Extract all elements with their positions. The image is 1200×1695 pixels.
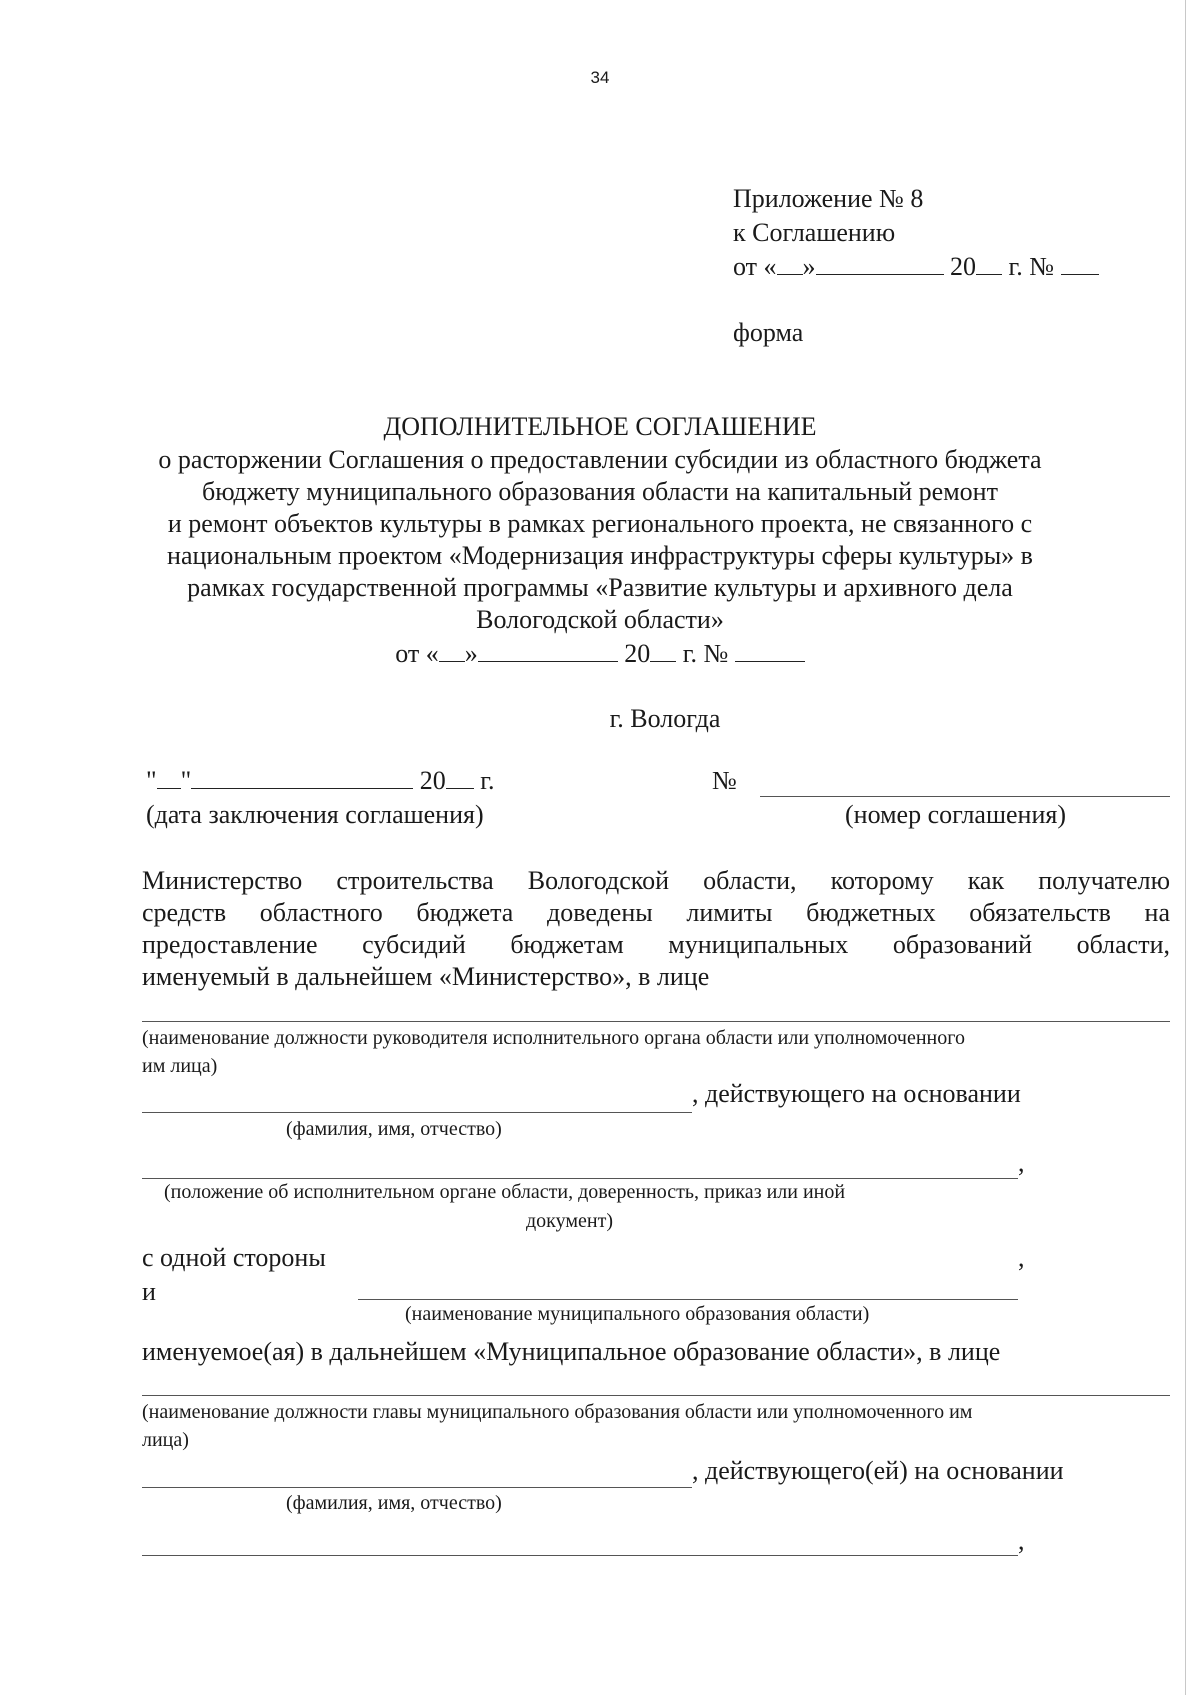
basis-comma: , <box>1018 1148 1025 1177</box>
municipality-blank-line <box>358 1299 1018 1300</box>
day-blank <box>777 256 803 275</box>
title-line-4: национальным проектом «Модернизация инфраструктуры сферы культуры» в <box>167 541 1033 570</box>
date-caption: (дата заключения соглашения) <box>146 800 484 829</box>
fio2-blank-line <box>142 1487 692 1488</box>
fio-blank-line <box>142 1112 692 1113</box>
number-caption: (номер соглашения) <box>845 800 1066 829</box>
one-side-comma: , <box>1018 1243 1025 1272</box>
basis-caption-2: документ) <box>526 1210 613 1232</box>
acting-basis-1: , действующего на основании <box>692 1079 1021 1108</box>
page-number: 34 <box>590 68 610 87</box>
fio-caption-1: (фамилия, имя, отчество) <box>286 1118 502 1140</box>
appendix-date-line: от « » 20 г. № <box>733 252 1099 282</box>
basis2-comma: , <box>1018 1526 1025 1555</box>
para1-line-4: именуемый в дальнейшем «Министерство», в лице <box>142 962 710 991</box>
number-blank-line <box>760 796 1170 797</box>
para1-line-3: предоставление субсидий бюджетам муниципальных образований области, <box>142 930 1170 959</box>
title-line-5: рамках государственной программы «Развитие культуры и архивного дела <box>187 573 1013 602</box>
title-line-2: бюджету муниципального образования области на капитальный ремонт <box>202 477 998 506</box>
position-blank-line <box>142 1021 1170 1022</box>
position2-caption-2: лица) <box>142 1429 189 1451</box>
position2-caption-1: (наименование должности главы муниципального образования области или уполномоченного им <box>142 1401 973 1423</box>
para1-line-2: средств областного бюджета доведены лимиты бюджетных обязательств на <box>142 898 1170 927</box>
acting-basis-2: , действующего(ей) на основании <box>692 1456 1064 1485</box>
city: г. Вологда <box>609 704 721 733</box>
year-blank <box>976 256 1002 275</box>
basis-blank-line <box>142 1178 1018 1179</box>
basis-caption-1: (положение об исполнительном органе области, доверенность, приказ или иной <box>164 1181 846 1203</box>
basis2-blank-line <box>142 1555 1018 1556</box>
position-caption-2: им лица) <box>142 1055 218 1077</box>
one-side: с одной стороны <box>142 1243 326 1272</box>
appendix-agreement-ref: к Соглашению <box>733 218 896 247</box>
municipality-caption: (наименование муниципального образования области) <box>405 1303 870 1325</box>
title-line-3: и ремонт объектов культуры в рамках регионального проекта, не связанного с <box>167 509 1033 538</box>
month-blank <box>816 256 944 275</box>
document-heading: ДОПОЛНИТЕЛЬНОЕ СОГЛАШЕНИЕ <box>383 412 817 441</box>
title-date-line: от « » 20 г. № <box>0 639 1200 669</box>
title-line-6: Вологодской области» <box>476 605 724 634</box>
named-municipality: именуемое(ая) в дальнейшем «Муниципальное образование области», в лице <box>142 1337 1001 1366</box>
appendix-number: Приложение № 8 <box>733 184 924 213</box>
conclusion-date-line: " " 20 г. <box>146 766 495 795</box>
title-line-1: о расторжении Соглашения о предоставлении субсидии из областного бюджета <box>158 445 1042 474</box>
conclusion-number-sign: № <box>712 766 737 795</box>
position2-blank-line <box>142 1395 1170 1396</box>
and-word: и <box>142 1277 156 1306</box>
form-label: форма <box>733 318 804 347</box>
para1-line-1: Министерство строительства Вологодской области, которому как получателю <box>142 866 1170 895</box>
fio-caption-2: (фамилия, имя, отчество) <box>286 1492 502 1514</box>
position-caption-1: (наименование должности руководителя исполнительного органа области или уполномоченного <box>142 1027 965 1049</box>
page-edge <box>1185 0 1186 1695</box>
number-blank <box>1061 256 1099 275</box>
